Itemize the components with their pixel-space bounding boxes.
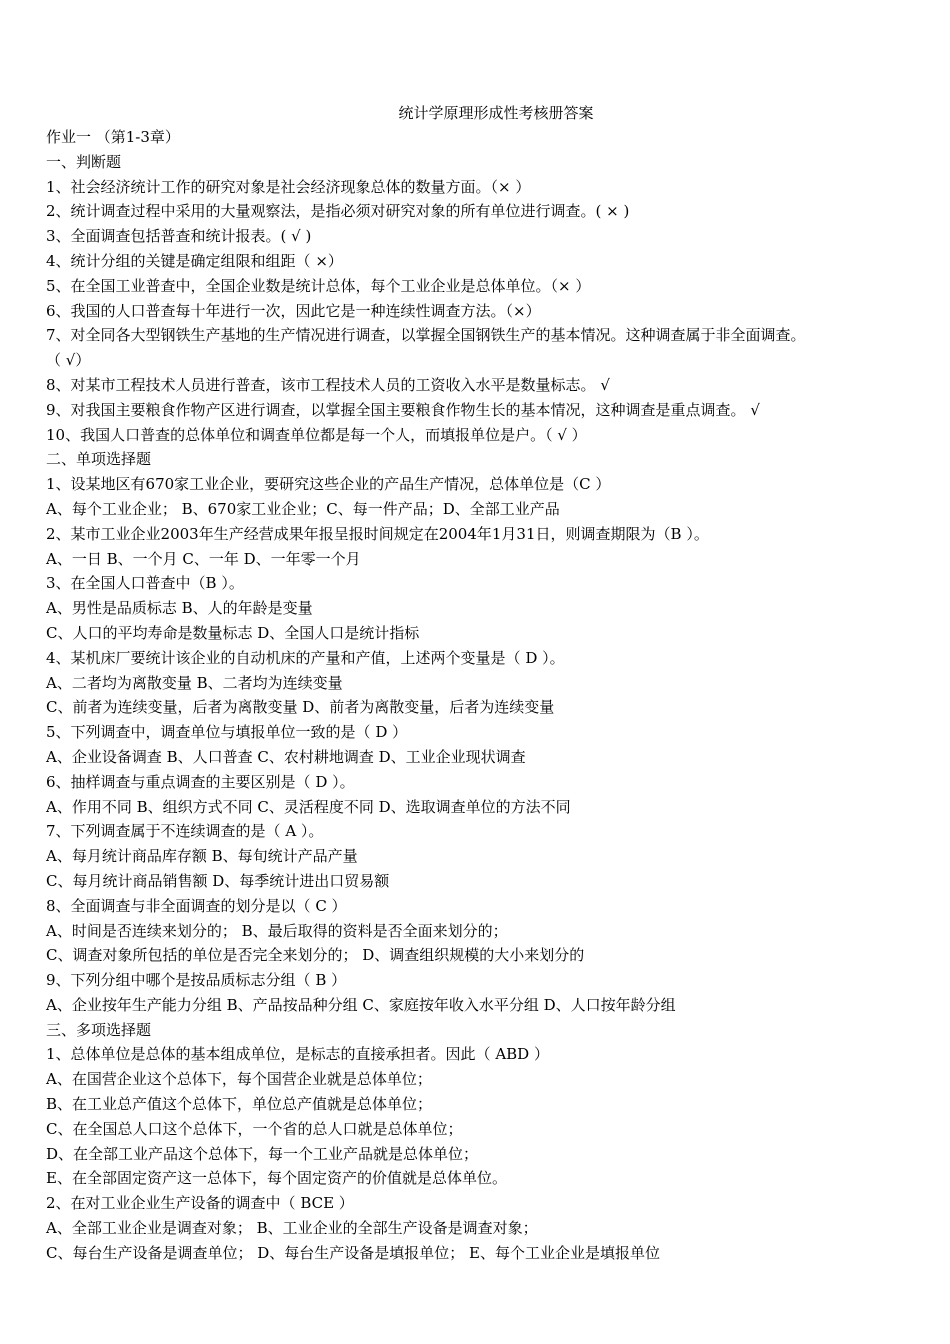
document-title: 统计学原理形成性考核册答案 [398, 104, 594, 122]
text-line: 8、对某市工程技术人员进行普查，该市工程技术人员的工资收入水平是数量标志。 √ [46, 375, 610, 394]
text-line: C、调查对象所包括的单位是否完全来划分的； D、调查组织规模的大小来划分的 [46, 946, 585, 965]
text-line: 一、判断题 [46, 152, 122, 171]
text-line: 3、在全国人口普查中（B ）。 [46, 574, 244, 593]
text-line: A、全部工业企业是调查对象； B、工业企业的全部生产设备是调查对象； [46, 1219, 538, 1238]
text-line: 10、我国人口普查的总体单位和调查单位都是每一个人，而填报单位是户。（ √ ） [46, 425, 587, 444]
text-line: A、男性是品质标志 B、人的年龄是变量 [46, 599, 313, 618]
text-line: 6、抽样调查与重点调查的主要区别是（ D ）。 [46, 772, 355, 791]
text-line: 4、统计分组的关键是确定组限和组距（ ×） [46, 251, 343, 270]
document-body [46, 125, 916, 1266]
text-line: 4、某机床厂要统计该企业的自动机床的产量和产值，上述两个变量是（ D ）。 [46, 648, 565, 667]
text-line: 三、多项选择题 [46, 1020, 152, 1039]
text-line: E、在全部固定资产这一总体下，每个固定资产的价值就是总体单位。 [46, 1169, 507, 1188]
text-line: D、在全部工业产品这个总体下，每一个工业产品就是总体单位； [46, 1144, 479, 1163]
text-line: A、时间是否连续来划分的； B、最后取得的资料是否全面来划分的； [46, 921, 508, 940]
text-line: A、一日 B、一个月 C、一年 D、一年零一个月 [46, 549, 361, 568]
text-line: 2、某市工业企业2003年生产经营成果年报呈报时间规定在2004年1月31日，则调查期限为（B ）。 [46, 524, 709, 543]
text-line: 8、全面调查与非全面调查的划分是以（ C ） [46, 896, 347, 915]
text-line: A、二者均为离散变量 B、二者均为连续变量 [46, 673, 343, 692]
text-line: C、人口的平均寿命是数量标志 D、全国人口是统计指标 [46, 623, 420, 642]
text-line: 7、下列调查属于不连续调查的是（ A ）。 [46, 822, 324, 841]
text-line: 2、在对工业企业生产设备的调查中（ BCE ） [46, 1194, 354, 1213]
text-line: C、每台生产设备是调查单位； D、每台生产设备是填报单位； E、每个工业企业是填报单位 [46, 1243, 660, 1262]
text-line: 作业一 （第1-3章） [46, 128, 180, 146]
text-line: C、在全国总人口这个总体下，一个省的总人口就是总体单位； [46, 1119, 463, 1138]
text-line: 5、下列调查中，调查单位与填报单位一致的是（ D ） [46, 723, 408, 742]
text-line: A、作用不同 B、组织方式不同 C、灵活程度不同 D、选取调查单位的方法不同 [46, 797, 571, 816]
text-line: C、每月统计商品销售额 D、每季统计进出口贸易额 [46, 871, 390, 890]
text-line: A、企业设备调查 B、人口普查 C、农村耕地调查 D、工业企业现状调查 [46, 747, 526, 766]
text-line: 9、对我国主要粮食作物产区进行调查，以掌握全国主要粮食作物生长的基本情况，这种调查是重点调查。 √ [46, 400, 760, 419]
text-line: A、企业按年生产能力分组 B、产品按品种分组 C、家庭按年收入水平分组 D、人口按年龄分组 [46, 995, 676, 1014]
text-line: 3、全面调查包括普查和统计报表。( √ ) [46, 227, 312, 246]
text-line: A、每月统计商品库存额 B、每旬统计产品产量 [46, 847, 358, 866]
text-line: 9、下列分组中哪个是按品质标志分组（ B ） [46, 971, 347, 990]
document-page [46, 101, 916, 1266]
text-line: 5、在全国工业普查中，全国企业数是统计总体，每个工业企业是总体单位。（× ） [46, 276, 591, 295]
text-line: A、在国营企业这个总体下，每个国营企业就是总体单位； [46, 1070, 432, 1089]
text-line: （ √） [46, 351, 91, 370]
text-line: 6、我国的人口普查每十年进行一次，因此它是一种连续性调查方法。（×） [46, 301, 541, 320]
text-line: 二、单项选择题 [46, 450, 152, 469]
text-line: B、在工业总产值这个总体下，单位总产值就是总体单位； [46, 1095, 433, 1114]
text-line: 2、统计调查过程中采用的大量观察法，是指必须对研究对象的所有单位进行调查。( × ) [46, 202, 630, 221]
text-line: A、每个工业企业； B、670家工业企业；C、每一件产品；D、全部工业产品 [46, 499, 560, 518]
text-line: C、前者为连续变量，后者为离散变量 D、前者为离散变量，后者为连续变量 [46, 698, 555, 717]
text-line: 1、社会经济统计工作的研究对象是社会经济现象总体的数量方面。（× ） [46, 177, 531, 196]
text-line: 1、设某地区有670家工业企业，要研究这些企业的产品生产情况，总体单位是（C ） [46, 475, 611, 494]
text-line: 7、对全同各大型钢铁生产基地的生产情况进行调查，以掌握全国钢铁生产的基本情况。这种调查属于非全面调查。 [46, 326, 806, 345]
text-line: 1、总体单位是总体的基本组成单位，是标志的直接承担者。因此（ ABD ） [46, 1045, 549, 1064]
